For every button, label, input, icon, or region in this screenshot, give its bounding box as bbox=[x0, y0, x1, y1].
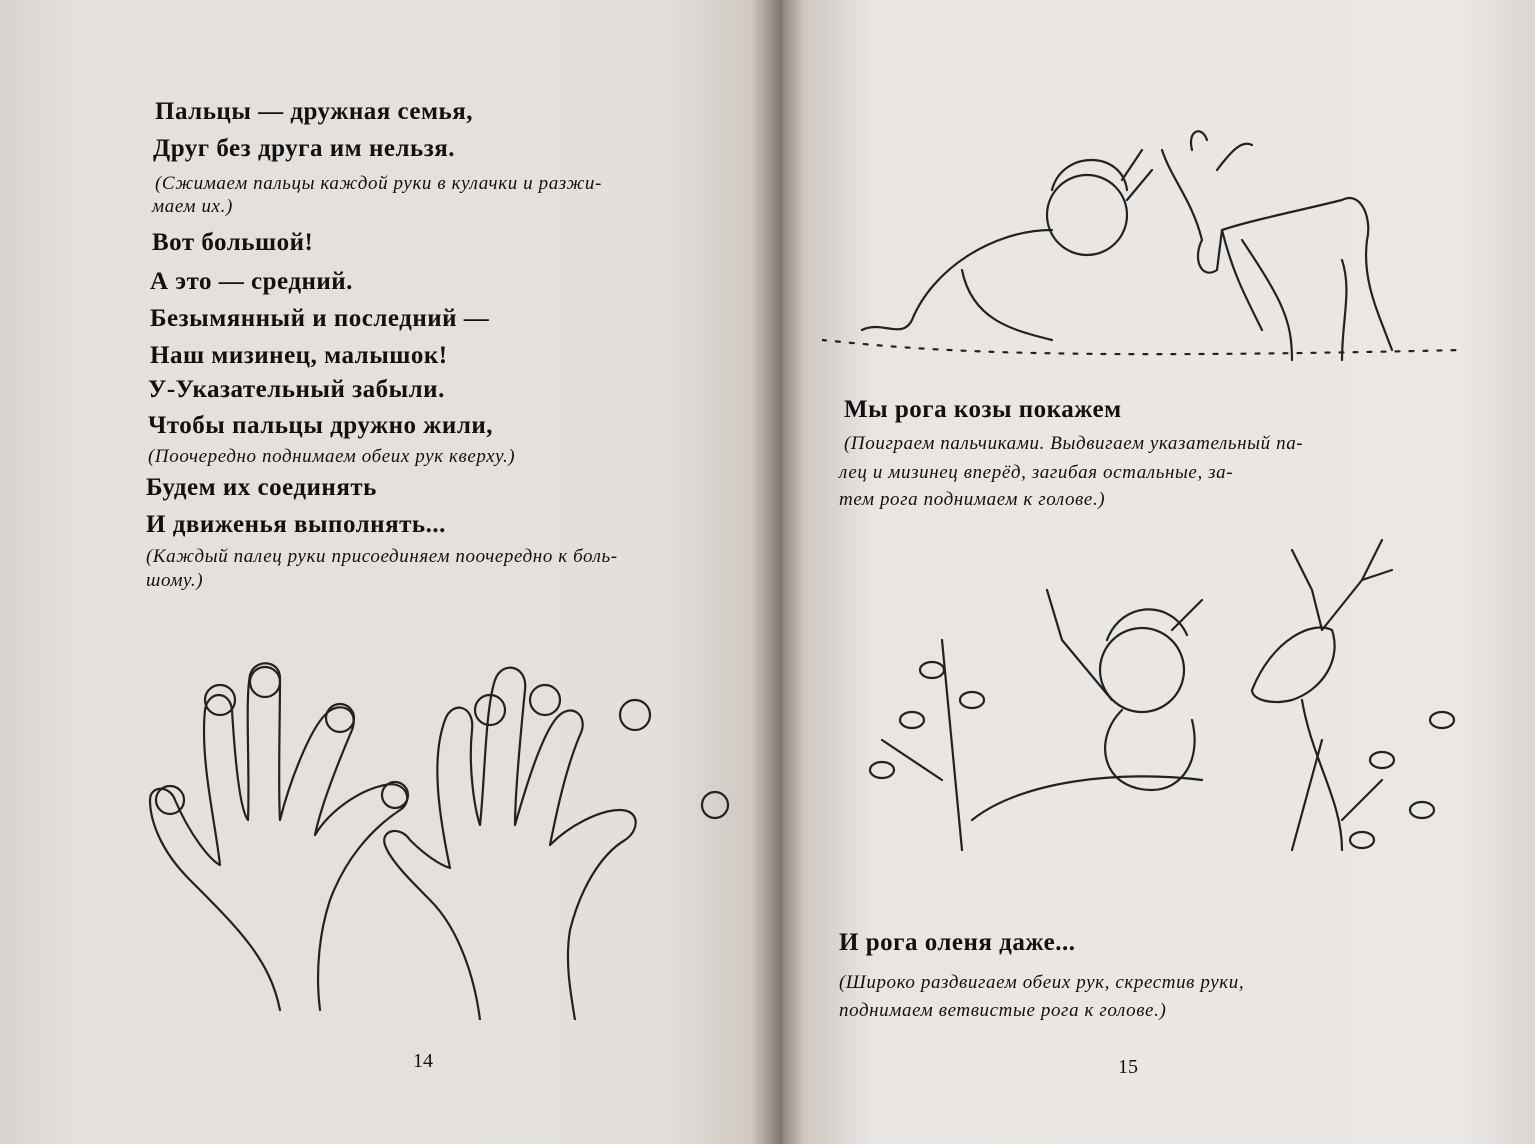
instruction-note: лец и мизинец вперёд, загибая остальные, за- bbox=[839, 462, 1234, 483]
verse-line: Будем их соединять bbox=[146, 474, 377, 501]
instruction-note: (Каждый палец руки присоединяем поочередно к боль- bbox=[146, 546, 618, 567]
verse-line: У-Указательный забыли. bbox=[148, 376, 445, 403]
right-hand bbox=[384, 668, 728, 1020]
verse-line: А это — средний. bbox=[150, 268, 353, 295]
page-number: 15 bbox=[1118, 1056, 1138, 1078]
instruction-note: поднимаем ветвистые рога к голове.) bbox=[839, 1000, 1167, 1021]
verse-line: Безымянный и последний — bbox=[150, 305, 490, 332]
instruction-note: маем их.) bbox=[152, 196, 233, 217]
instruction-note: (Сжимаем пальцы каждой руки в кулачки и разжи- bbox=[155, 173, 602, 194]
hands-illustration bbox=[130, 660, 750, 1020]
verse-line: Друг без друга им нельзя. bbox=[153, 135, 456, 162]
left-hand bbox=[150, 663, 408, 1010]
right-page bbox=[782, 0, 1535, 1144]
instruction-note: тем рога поднимаем к голове.) bbox=[839, 489, 1106, 510]
instruction-note: (Поочередно поднимаем обеих рук кверху.) bbox=[148, 446, 516, 467]
boy-and-goat-illustration bbox=[822, 120, 1462, 400]
instruction-note: (Поиграем пальчиками. Выдвигаем указательный па- bbox=[844, 433, 1304, 454]
verse-line: Вот большой! bbox=[152, 229, 314, 256]
verse-line: Наш мизинец, малышок! bbox=[150, 342, 448, 369]
instruction-note: шому.) bbox=[146, 570, 204, 591]
verse-line: Пальцы — дружная семья, bbox=[155, 98, 474, 125]
boy-and-deer-illustration bbox=[822, 520, 1462, 920]
verse-line: И рога оленя даже... bbox=[839, 929, 1076, 956]
page-number: 14 bbox=[413, 1050, 433, 1072]
verse-line: И движенья выполнять... bbox=[146, 511, 446, 538]
boy-head bbox=[1047, 175, 1127, 255]
instruction-note: (Широко раздвигаем обеих рук, скрестив руки, bbox=[839, 972, 1245, 993]
verse-line: Мы рога козы покажем bbox=[844, 396, 1122, 423]
verse-line: Чтобы пальцы дружно жили, bbox=[148, 412, 493, 439]
